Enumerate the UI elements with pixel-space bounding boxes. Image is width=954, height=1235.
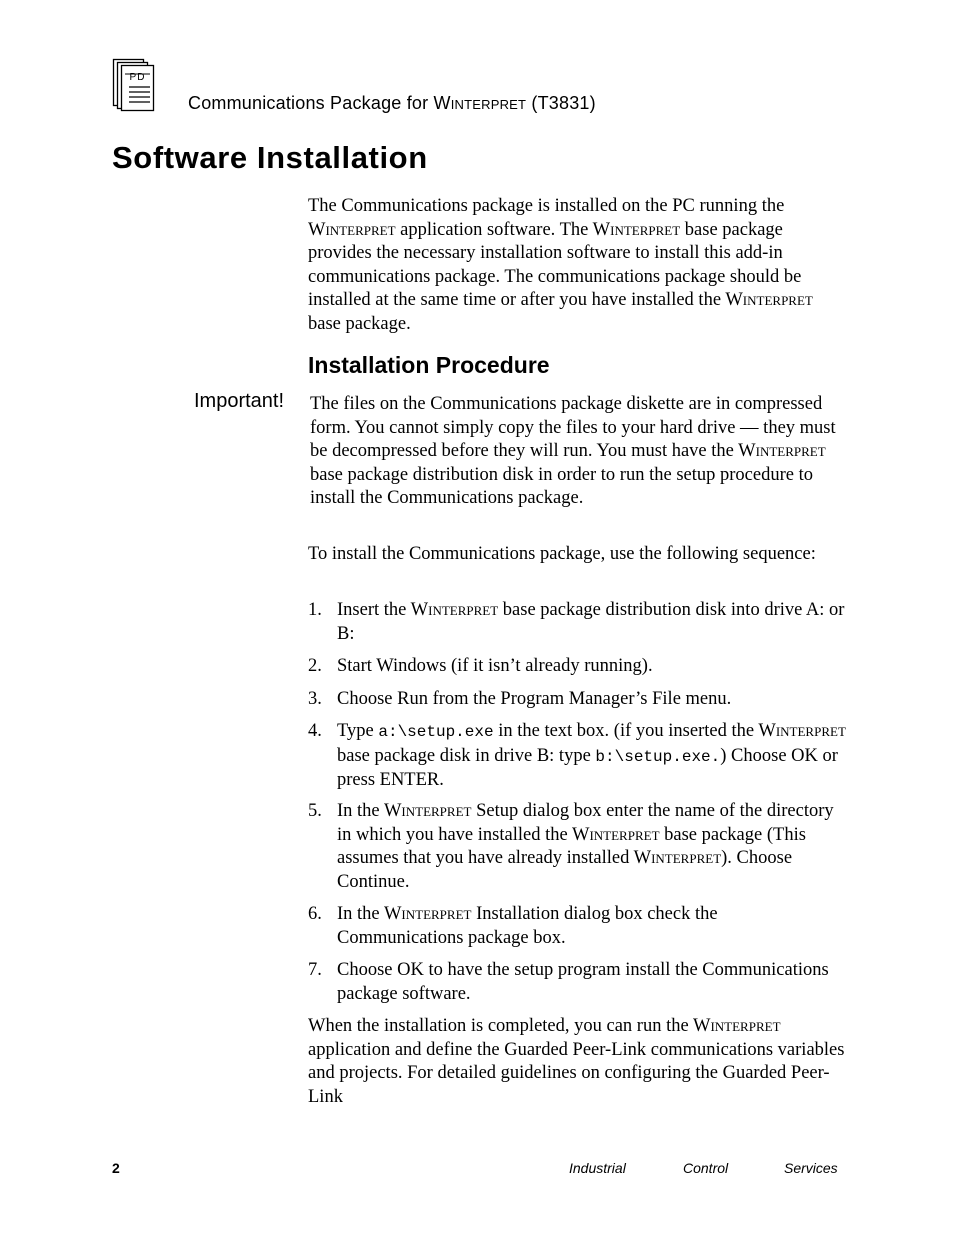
footer-company-word: Control xyxy=(683,1160,729,1176)
page-title: Software Installation xyxy=(112,140,428,175)
intro-text-1: The Communications package is installed on the PC running the xyxy=(308,196,785,216)
winterpret-w: W xyxy=(592,219,611,240)
list-item-step-7 xyxy=(308,959,848,1006)
winterpret-rest: interpret xyxy=(401,904,472,924)
list-item-step-2 xyxy=(308,655,848,679)
list-item-step-1 xyxy=(308,599,848,646)
list-item-step-6 xyxy=(308,903,848,950)
winterpret-rest: interpret xyxy=(775,721,846,741)
step-number: 6. xyxy=(308,904,322,924)
intro-text-2: application software. The xyxy=(395,219,593,240)
list-item-step-3 xyxy=(308,688,848,712)
winterpret-w: W xyxy=(725,290,743,310)
header-winterpret-w: W xyxy=(433,93,451,113)
step-text: ). Choose Continue. xyxy=(337,848,793,892)
winterpret-rest: interpret xyxy=(428,600,499,620)
page-number: 2 xyxy=(112,1160,120,1176)
step-text: ) Choose OK or press ENTER. xyxy=(337,745,838,790)
section-heading: Installation Procedure xyxy=(308,352,550,378)
header-suffix: (T3831) xyxy=(526,93,596,113)
pd-icon-label: PD xyxy=(129,72,146,83)
closing-text-1: When the installation is completed, you can run the xyxy=(308,1016,693,1036)
step-text: Insert the xyxy=(337,600,411,620)
step-text: Type xyxy=(337,721,379,741)
list-item-step-4 xyxy=(308,720,848,793)
winterpret-rest: interpret xyxy=(710,1016,781,1036)
important-text-2: base package distribution disk in order to run the setup procedure to install the Communications package. xyxy=(310,464,813,508)
important-text-1: The files on the Communications package diskette are in compressed form. You cannot simply copy the files to your hard drive — they must be decompressed before they will run. You must have the xyxy=(310,394,836,461)
step-text: Choose OK to have the setup program install the Communications package software. xyxy=(337,960,829,1004)
intro-paragraph xyxy=(308,195,848,336)
winterpret-w: W xyxy=(410,600,429,620)
step-text: In the xyxy=(337,904,384,924)
header-prefix: Communications Package for xyxy=(188,93,434,113)
step-number: 2. xyxy=(308,656,322,676)
winterpret-w: W xyxy=(692,1016,711,1036)
winterpret-rest: interpret xyxy=(610,219,681,240)
winterpret-w: W xyxy=(571,824,590,845)
step-number: 7. xyxy=(308,960,322,980)
winterpret-w: W xyxy=(738,441,756,461)
step-text: Installation dialog box check the Communications package box. xyxy=(337,904,718,948)
winterpret-w: W xyxy=(758,721,776,741)
step-text: base package distribution disk into drive A: or B: xyxy=(337,600,845,644)
footer-company-word: Services xyxy=(784,1160,838,1176)
winterpret-w: W xyxy=(308,219,326,240)
step-number: 1. xyxy=(308,600,322,620)
winterpret-rest: interpret xyxy=(401,801,472,821)
winterpret-rest: interpret xyxy=(325,219,396,240)
step-text: in the text box. (if you inserted the xyxy=(493,721,759,741)
step-text: base package disk in drive B: type xyxy=(337,745,596,766)
step-number: 3. xyxy=(308,689,322,709)
important-paragraph xyxy=(310,393,850,511)
step-number: 5. xyxy=(308,801,322,821)
important-label: Important! xyxy=(194,390,285,412)
winterpret-w: W xyxy=(383,904,402,924)
intro-text-4: base package. xyxy=(308,313,411,334)
footer-company-word: Industrial xyxy=(569,1160,626,1176)
winterpret-rest: interpret xyxy=(742,290,813,310)
step-text: Choose Run from the Program Manager’s File menu. xyxy=(337,689,732,709)
closing-text-2: application and define the Guarded Peer-Link communications variables and projects. For detailed guidelines on configuring the Guarded Peer-Link xyxy=(308,1039,845,1107)
winterpret-w: W xyxy=(633,848,652,868)
step-text: base package (This assumes that you have already installed xyxy=(337,824,806,868)
command-code: b:\setup.exe. xyxy=(595,747,721,766)
closing-paragraph xyxy=(308,1015,848,1109)
step-text: In the xyxy=(337,801,384,821)
winterpret-rest: interpret xyxy=(755,441,826,461)
winterpret-rest: interpret xyxy=(651,848,722,868)
step-text: Start Windows (if it isn’t already running). xyxy=(337,656,653,676)
running-header xyxy=(188,93,596,114)
list-item-step-5 xyxy=(308,800,848,894)
step-number: 4. xyxy=(308,721,322,741)
winterpret-w: W xyxy=(383,801,402,821)
intro-text-3: base package provides the necessary installation software to install this add-in communications package. The communications package should be installed at the same time or after you have installed the xyxy=(308,219,802,310)
sequence-intro: To install the Communications package, use the following sequence: xyxy=(308,544,816,564)
command-code: a:\setup.exe xyxy=(378,723,494,741)
step-text: Setup dialog box enter the name of the directory in which you have installed the xyxy=(337,801,834,845)
header-winterpret-rest: INTERPRET xyxy=(450,97,527,112)
winterpret-rest: interpret xyxy=(589,824,660,845)
document-stack-icon xyxy=(112,58,156,112)
